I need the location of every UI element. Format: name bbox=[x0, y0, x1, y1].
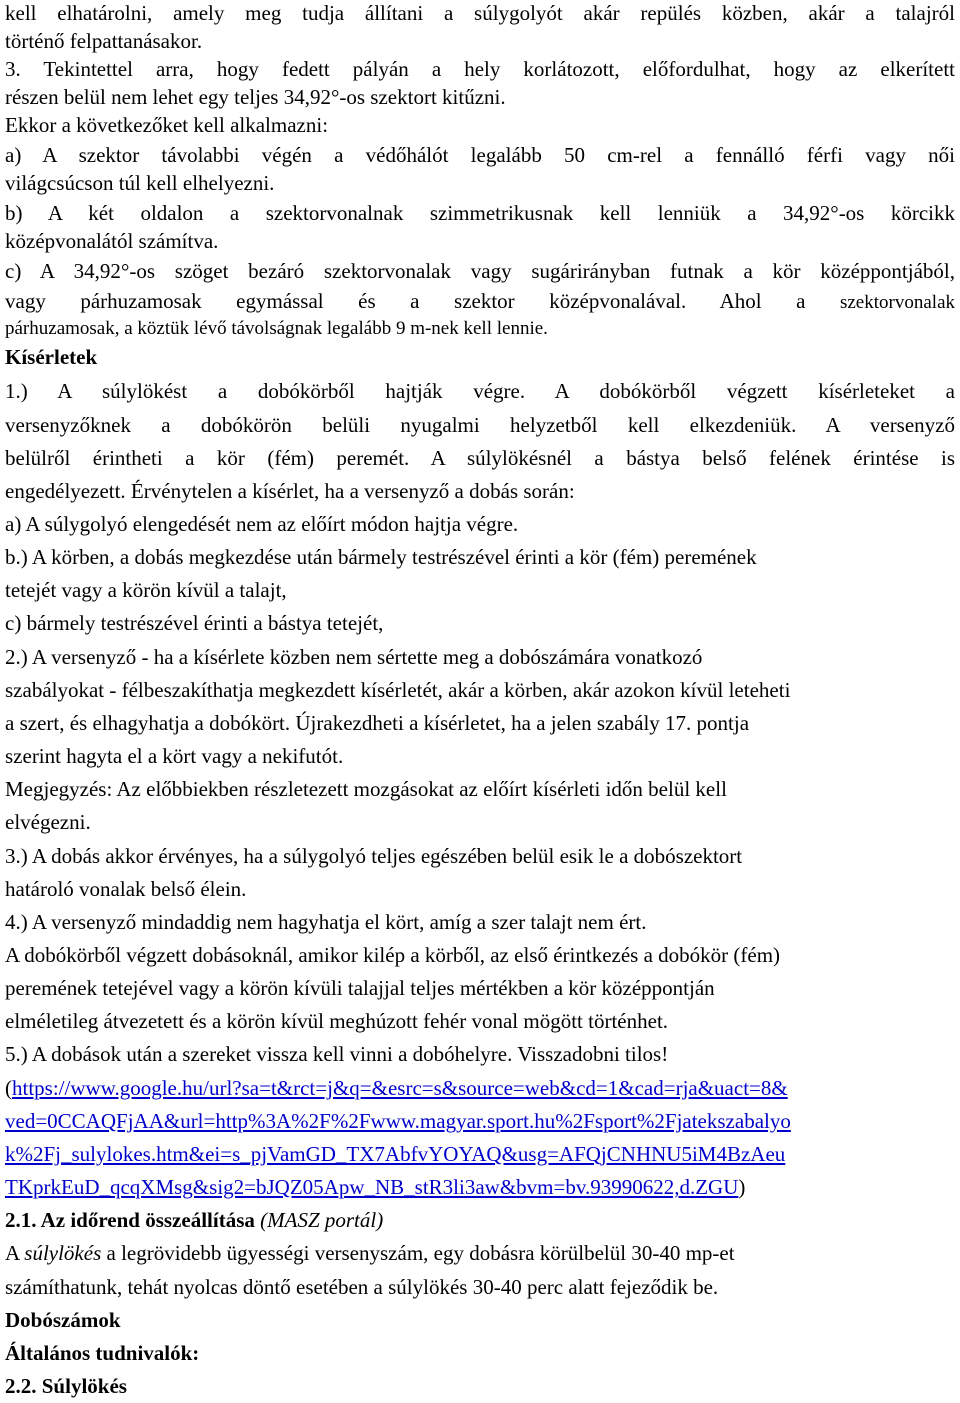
text-line: 4.) A versenyző mindaddig nem hagyhatja el kört, amíg a szer talajt nem ért. bbox=[5, 910, 647, 934]
text-line bbox=[5, 200, 955, 226]
heading-2-2: 2.2. Súlylökés bbox=[5, 1374, 127, 1398]
text-line: párhuzamosak, a köztük lévő távolságnak legalább 9 m-nek kell lennie. bbox=[5, 318, 548, 339]
text-line bbox=[5, 258, 955, 284]
text-line: 2.) A versenyző - ha a kísérlete közben nem sértette meg a dobószámára vonatkozó bbox=[5, 645, 703, 669]
text-line: b.) A körben, a dobás megkezdése után bármely testrészével érinti a kör (fém) peremének bbox=[5, 545, 757, 569]
text-line: tetejét vagy a körön kívül a talajt, bbox=[5, 578, 287, 602]
heading-general: Általános tudnivalók: bbox=[5, 1341, 200, 1365]
text-line: világcsúcson túl kell elhelyezni. bbox=[5, 171, 275, 195]
source-link[interactable]: https://www.google.hu/url?sa=t&rct=j&q=&esrc=s&source=web&cd=1&cad=rja&uact=8& bbox=[12, 1076, 788, 1100]
text-line bbox=[5, 84, 955, 110]
text-span: -os körcikk bbox=[838, 201, 955, 225]
text-line: Ekkor a következőket kell alkalmazni: bbox=[5, 113, 329, 137]
link-line bbox=[5, 1108, 955, 1134]
text-line: elméletileg átvezetett és a körön kívül meghúzott fehér vonal mögött történhet. bbox=[5, 1009, 669, 1033]
text-span: szektorvonalak bbox=[839, 292, 955, 313]
text-line: szerint hagyta el a kört vagy a nekifutót. bbox=[5, 744, 344, 768]
text-line: 3. Tekintettel arra, hogy fedett pályán a hely korlátozott, előfordulhat, hogy az elkerített bbox=[5, 57, 955, 81]
text-line bbox=[5, 288, 955, 314]
paren-close: ) bbox=[738, 1175, 746, 1199]
text-line: szabályokat - félbeszakíthatja megkezdett kísérletét, akár a körben, akár azokon kívül leteheti bbox=[5, 678, 791, 702]
source-link[interactable]: k%2Fj_sulylokes.htm&ei=s_pjVamGD_TX7AbfvYOYAQ&usg=AFQjCNHNU5iM4BzAeu bbox=[5, 1142, 786, 1166]
text-span-italic: súlylökés bbox=[24, 1241, 102, 1265]
text-span: c) A 34,92 bbox=[5, 259, 121, 283]
section-heading: Kísérletek bbox=[5, 345, 98, 369]
text-span: A bbox=[5, 1241, 25, 1265]
text-span: vagy párhuzamosak egymással és a szektor középvonalával. Ahol a bbox=[5, 289, 806, 313]
text-line: a) A szektor távolabbi végén a védőhálót legalább 50 cm-rel a fennálló férfi vagy női bbox=[5, 143, 955, 167]
text-span: -os szöget bezáró szektorvonalak vagy sugárirányban futnak a kör középpontjából, bbox=[129, 259, 955, 283]
heading-source: (MASZ portál) bbox=[254, 1208, 384, 1232]
degree-symbol: ° bbox=[830, 201, 839, 225]
source-link[interactable]: ved=0CCAQFjAA&url=http%3A%2F%2Fwww.magyar.sport.hu%2Fsport%2Fjatekszabalyo bbox=[5, 1109, 791, 1133]
source-link[interactable]: TKprkEuD_qcqXMsg&sig2=bJQZ05Apw_NB_stR3li3aw&bvm=bv.93990622,d.ZGU bbox=[5, 1175, 739, 1199]
text-line: versenyzőknek a dobókörön belüli nyugalmi helyzetből kell elkezdeniük. A versenyző bbox=[5, 413, 955, 437]
text-line: történő felpattanásakor. bbox=[5, 29, 203, 53]
text-line: peremének tetejével vagy a körön kívüli talajjal teljes mértékben a kör középpontján bbox=[5, 976, 715, 1000]
text-line: engedélyezett. Érvénytelen a kísérlet, ha a versenyző a dobás során: bbox=[5, 479, 575, 503]
text-line: számíthatunk, tehát nyolcas döntő esetében a súlylökés 30-40 perc alatt fejeződik be. bbox=[5, 1275, 719, 1299]
text-line: c) bármely testrészével érinti a bástya tetejét, bbox=[5, 611, 384, 635]
heading-bold: 2.1. Az időrend összeállítása bbox=[5, 1208, 255, 1232]
text-line: 3.) A dobás akkor érvényes, ha a súlygolyó teljes egészében belül esik le a dobószektort bbox=[5, 844, 743, 868]
text-line: 1.) A súlylökést a dobókörből hajtják végre. A dobókörből végzett kísérleteket a bbox=[5, 379, 955, 403]
text-line bbox=[5, 1240, 955, 1266]
text-span: b) A két oldalon a szektorvonalnak szimmetrikusnak kell lenniük a 34,92 bbox=[5, 201, 831, 225]
text-line: belülről érintheti a kör (fém) peremét. A súlylökésnél a bástya belső felének érintése is bbox=[5, 446, 955, 470]
link-line bbox=[5, 1174, 955, 1200]
heading-dobo: Dobószámok bbox=[5, 1308, 121, 1332]
text-span: -os szektort kitűzni. bbox=[339, 85, 506, 109]
text-line: 5.) A dobások után a szereket vissza kell vinni a dobóhelyre. Visszadobni tilos! bbox=[5, 1042, 669, 1066]
text-line: a szert, és elhagyhatja a dobókört. Újrakezdheti a kísérletet, ha a jelen szabály 17. pontja bbox=[5, 711, 750, 735]
degree-symbol: ° bbox=[120, 259, 130, 283]
link-line bbox=[5, 1141, 955, 1167]
text-line: kell elhatárolni, amely meg tudja állítani a súlygolyót akár repülés közben, akár a talajról bbox=[5, 1, 955, 25]
text-line: középvonalától számítva. bbox=[5, 229, 219, 253]
link-line bbox=[5, 1075, 955, 1101]
degree-symbol: ° bbox=[330, 85, 340, 109]
text-line: elvégezni. bbox=[5, 810, 91, 834]
section-heading bbox=[5, 1207, 955, 1233]
paren-open: ( bbox=[5, 1076, 12, 1100]
text-span: a legrövidebb ügyességi versenyszám, egy dobásra körülbelül 30-40 mp-et bbox=[101, 1241, 735, 1265]
text-line: a) A súlygolyó elengedését nem az előírt módon hajtja végre. bbox=[5, 512, 519, 536]
text-line: Megjegyzés: Az előbbiekben részletezett mozgásokat az előírt kísérleti időn belül kell bbox=[5, 777, 727, 801]
text-line: határoló vonalak belső élein. bbox=[5, 877, 247, 901]
text-line: A dobókörből végzett dobásoknál, amikor kilép a körből, az első érintkezés a dobókör (fém) bbox=[5, 943, 781, 967]
text-span: részen belül nem lehet egy teljes 34,92 bbox=[5, 85, 331, 109]
